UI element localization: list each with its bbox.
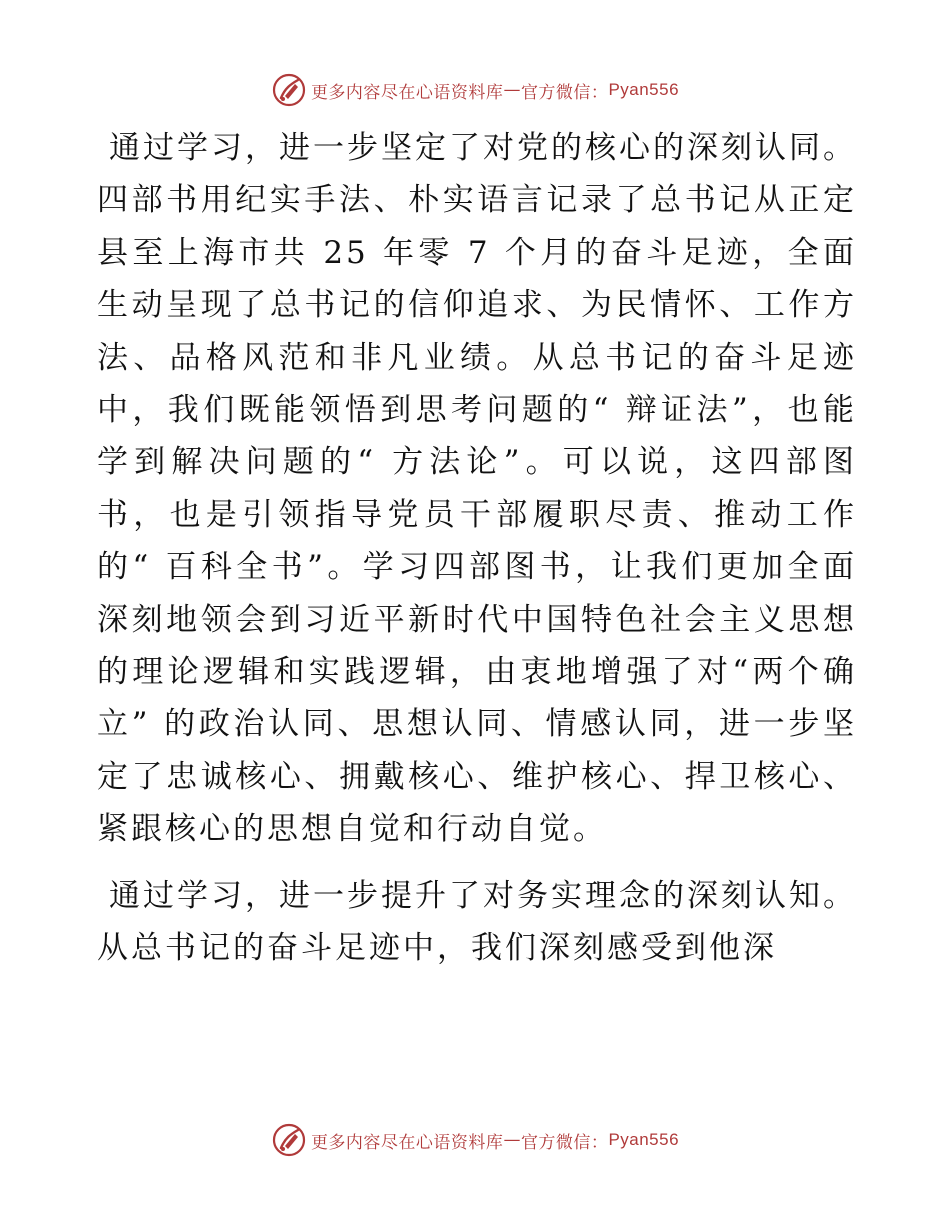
paragraph-2: 通过学习，进一步提升了对务实理念的深刻认知。从总书记的奋斗足迹中，我们深刻感受到他深 [97, 877, 857, 967]
header-banner [0, 72, 950, 108]
footer-dash: — [503, 1130, 521, 1150]
header-dash: — [503, 80, 521, 100]
brand-logo-icon [271, 1122, 307, 1158]
footer-wechat-id: Pyan556 [608, 1130, 680, 1149]
footer-banner [0, 1122, 950, 1158]
brand-logo-icon [271, 72, 307, 108]
document-body [97, 122, 857, 975]
footer-wechat-label: 官方微信： [520, 1132, 609, 1153]
footer-notice: 更多内容尽在心语资料库 [310, 1132, 504, 1153]
header-wechat-label: 官方微信： [520, 82, 609, 103]
paragraph-1: 通过学习，进一步坚定了对党的核心的深刻认同。四部书用纪实手法、朴实语言记录了总书记从正定县至上海市共 25 年零 7 个月的奋斗足迹，全面生动呈现了总书记的信仰追求、为民情怀、工作方法、品格风范和非凡业绩。从总书记的奋斗足迹中，我们既能领悟到思考问题的“ 辩证法”，也能学到解决问题的“ 方法论”。可以说，这四部图书，也是引领指导党员干部履职尽责、推动工作的“ 百科全书”。学习四部图书，让我们更加全面深刻地领会到习近平新时代中国特色社会主义思想的理论逻辑和实践逻辑，由衷地增强了对“两个确立” 的政治认同、思想认同、情感认同，进一步坚定了忠诚核心、拥戴核心、维护核心、捍卫核心、紧跟核心的思想自觉和行动自觉。 [97, 130, 857, 848]
header-wechat-id: Pyan556 [608, 80, 680, 99]
header-notice: 更多内容尽在心语资料库 [310, 82, 504, 103]
